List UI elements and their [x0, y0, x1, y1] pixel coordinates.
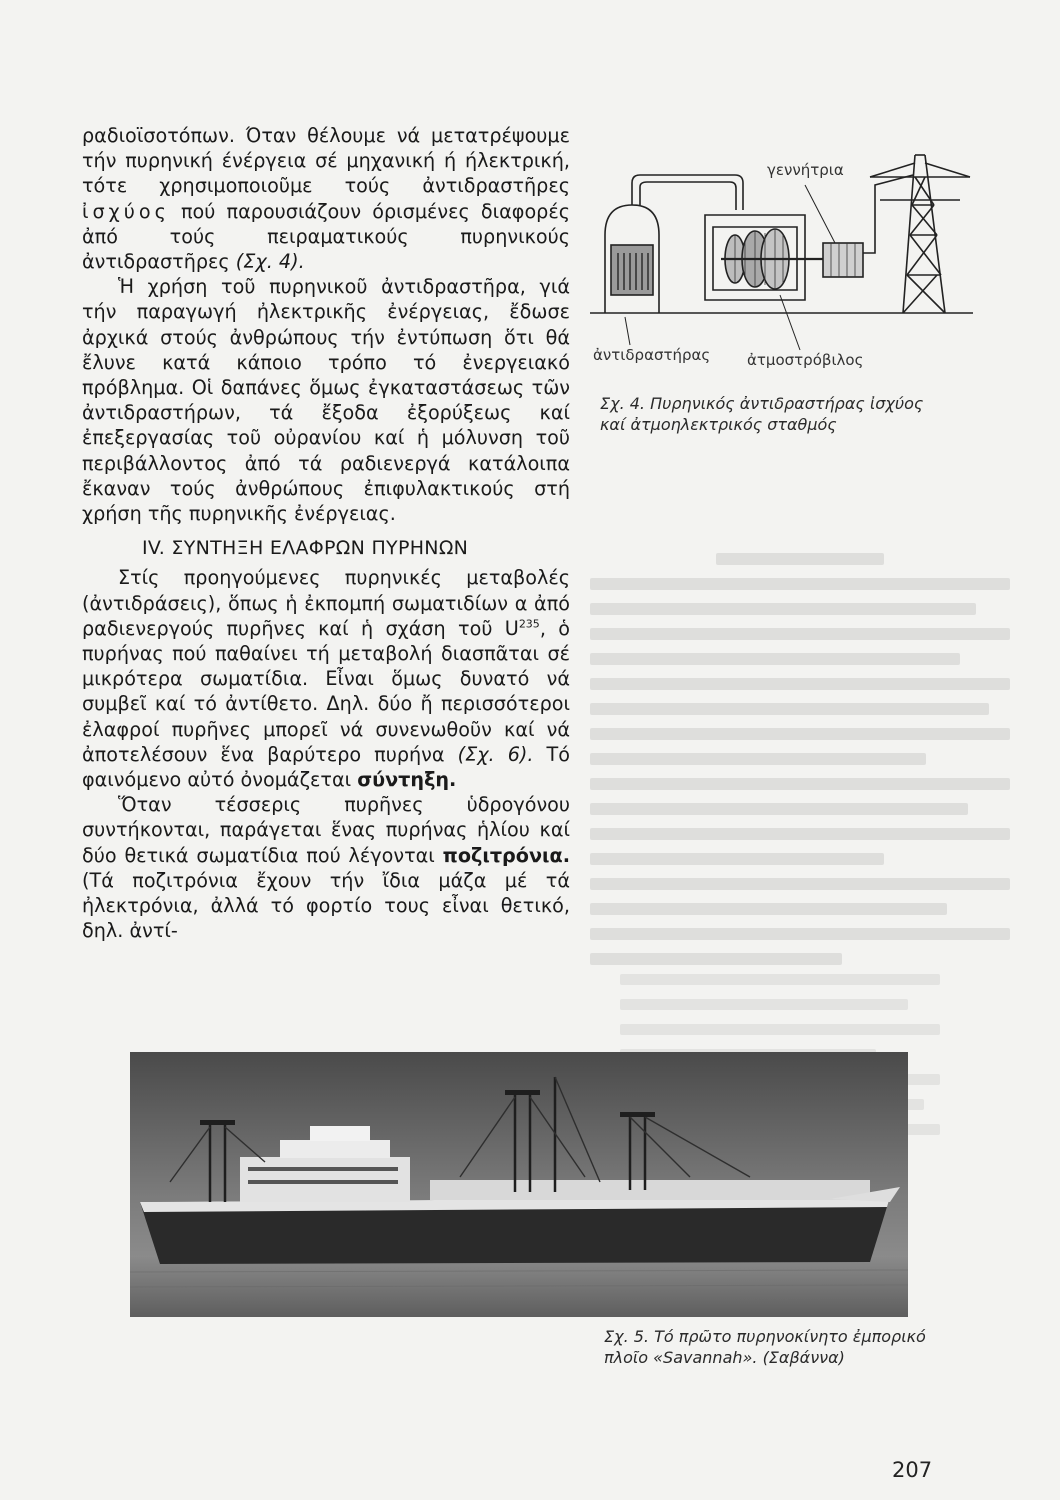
label-turbine: ἀτμοστρόβιλος [747, 351, 864, 369]
pylon [870, 155, 970, 313]
page-number: 207 [892, 1458, 933, 1482]
label-generator: γεννήτρια [767, 161, 844, 179]
paragraph-power-reactors: ραδιοϊσοτόπων. Όταν θέλουμε νά μετατρέψουμε τήν πυρηνική ένέργεια σέ μηχανική ή ήλεκτρική, τότε χρησιμοποιοῦμε τούς ἀντιδραστῆρες ἰσχύος πού παρουσιάζουν όρισμένες διαφορές ἀπό τούς πειραματικούς πυρηνικούς ἀντιδραστῆρες (Σχ. 4). [82, 124, 570, 274]
leader-turbine [780, 295, 800, 350]
paragraph-energy-use: Ἡ χρήση τοῦ πυρηνικοῦ ἀντιδραστῆρα, γιά τήν παραγωγή ἠλεκτρικῆς ἐνέργειας, ἔδωσε ἀρχικά στούς ἀνθρώπους τήν ἐντύπωση ὅτι θά ἔλυνε κατά κάποιο τρόπο τό ἐνεργειακό πρόβλημα. Οἱ δαπάνες ὅμως ἐγκαταστάσεως τῶν ἀντιδραστήρων, τά ἔξοδα ἐξορύξεως καί ἐπεξεργασίας τοῦ οὐρανίου καί ἡ μόλυνση τοῦ περιβάλλοντος ἀπό τά ραδιενεργά κατάλοιπα ἔκαναν τούς ἀνθρώπους ἐπιφυλακτικούς στή χρήση τῆς πυρηνικῆς ἐνέργειας. [82, 275, 570, 526]
superscript: 235 [518, 617, 540, 631]
figure-ref: (Σχ. 4). [235, 250, 305, 274]
ship-superstructure [240, 1157, 410, 1202]
paragraph-positrons: Ὅταν τέσσερις πυρῆνες ὑδρογόνου συντήκονται, παράγεται ἕνας πυρήνας ἡλίου καί δύο θετικά σωματίδια πού λέγονται ποζιτρόνια. (Τά ποζιτρόνια ἔχουν τήν ἴδια μάζα μέ τά ἠλεκτρόνια, ἀλλά τό φορτίο τους εἶναι θετικό, δηλ. ἀντί- [82, 793, 570, 943]
spaced-word: ἰσχύος [82, 199, 170, 223]
term-bold: σύντηξη. [357, 768, 457, 792]
leader-reactor [625, 317, 630, 345]
ship-photo [130, 1052, 908, 1317]
leader-generator [805, 185, 835, 243]
steam-pipe [632, 175, 743, 210]
reactor-power-station-diagram [585, 135, 975, 380]
term-bold: ποζιτρόνια. [442, 843, 570, 867]
main-text-column [82, 123, 570, 944]
reactor-core [611, 245, 653, 295]
section-heading: IV. ΣΥΝΤΗΞΗ ΕΛΑΦΡΩΝ ΠΥΡΗΝΩΝ [142, 537, 469, 560]
generator [823, 243, 863, 277]
label-reactor: ἀντιδραστήρας [593, 346, 711, 364]
figure-ref: (Σχ. 6). [457, 742, 534, 766]
steam-pipe-inner [640, 182, 736, 210]
figure-4-caption: Σχ. 4. Πυρηνικός ἀντιδραστήρας ἰσχύος καί ἀτμοηλεκτρικός σταθμός [600, 394, 924, 434]
power-line [863, 175, 913, 253]
figure-5-caption: Σχ. 5. Τό πρῶτο πυρηνοκίνητο ἐμπορικό πλοῖο «Savannah». (Σαβάννα) [604, 1327, 926, 1367]
bleed-through-text [590, 540, 1010, 900]
paragraph-fusion: Στίς προηγούμενες πυρηνικές μεταβολές (ἀντιδράσεις), ὅπως ἡ ἐκπομπή σωματιδίων α ἀπό ραδιενεργούς πυρῆνες καί ἡ σχάση τοῦ $U^{235}$, ὁ πυρήνας πού παθαίνει τή μεταβολή διασπᾶται σέ μικρότερα σωματίδια. Εἶναι ὅμως δυνατό νά συμβεῖ καί τό ἀντίθετο. Δηλ. δύο ἤ περισσότεροι ἐλαφροί πυρῆνες μπορεῖ νά συνενωθοῦν καί νά ἀποτελέσουν ἕνα βαρύτερο πυρήνα (Σχ. 6). Τό φαινόμενο αὐτό ὀνομάζεται σύντηξη. [82, 566, 570, 792]
